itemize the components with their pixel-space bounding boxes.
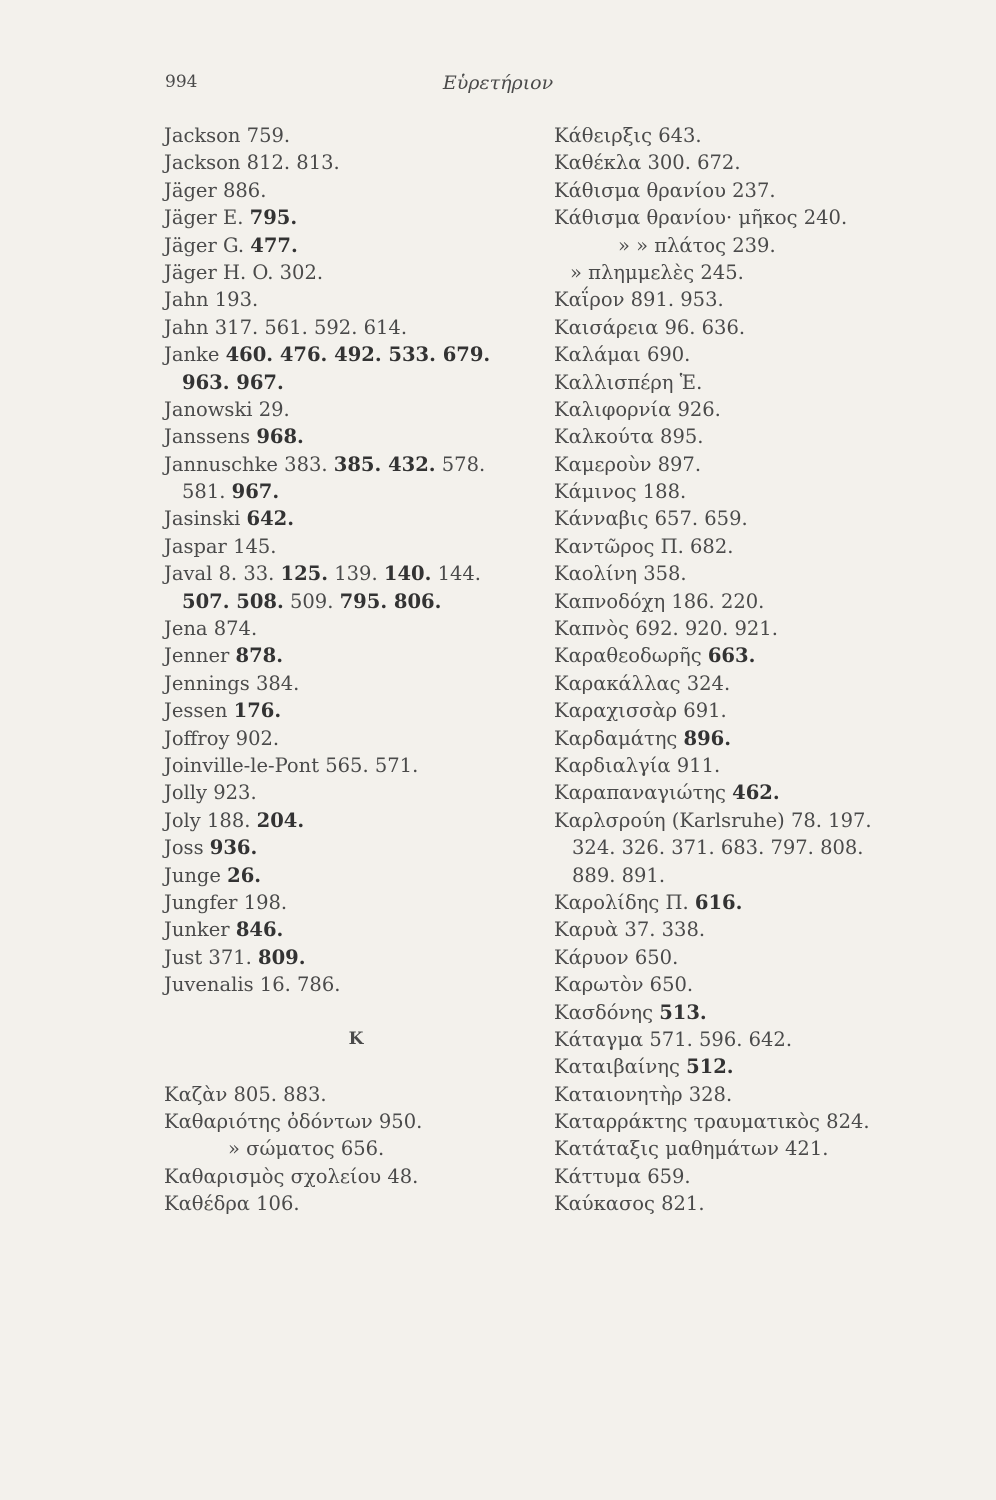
entry-text: Jahn 193. bbox=[164, 288, 259, 312]
entry-text: Κάρυον 650. bbox=[554, 945, 679, 969]
page-ref-bold: 896. bbox=[683, 726, 732, 750]
entry-text: Καραχισσὰρ 691. bbox=[554, 699, 727, 723]
index-entry bbox=[554, 642, 974, 669]
entry-text: Καύκασος 821. bbox=[554, 1192, 705, 1216]
entry-text: Κάθισμα θρανίου 237. bbox=[554, 178, 776, 202]
index-entry bbox=[554, 807, 974, 834]
page-ref-bold: 477. bbox=[250, 233, 298, 257]
entry-text: Καρολίδης Π. bbox=[554, 890, 695, 914]
entry-text: Καραθεοδωρῆς bbox=[554, 644, 708, 668]
index-entry bbox=[554, 560, 974, 587]
index-entry bbox=[554, 697, 974, 724]
index-entry bbox=[164, 944, 534, 971]
entry-text: 509. bbox=[283, 589, 340, 613]
entry-text: Καρωτὸν 650. bbox=[554, 973, 694, 997]
index-entry bbox=[164, 779, 534, 806]
entry-text: Jackson 759. bbox=[164, 124, 291, 147]
page-ref-bold: 663. bbox=[707, 644, 756, 668]
entry-text: Καΐρον 891. 953. bbox=[554, 288, 724, 312]
entry-text: Jenner bbox=[164, 644, 236, 668]
index-entry bbox=[554, 1108, 974, 1135]
page-ref-bold: 878. bbox=[235, 644, 284, 668]
entry-text: Jungfer 198. bbox=[164, 890, 288, 914]
page-ref-bold: 968. bbox=[256, 425, 304, 449]
entry-text: Jäger E. bbox=[164, 206, 250, 230]
index-entry bbox=[554, 588, 974, 615]
index-entry bbox=[554, 122, 974, 149]
entry-text: » πλημμελὲς 245. bbox=[570, 260, 744, 284]
entry-text: Καθαριότης ὀδόντων 950. bbox=[164, 1110, 423, 1134]
index-entry bbox=[164, 341, 534, 368]
page-ref-bold: 512. bbox=[686, 1055, 734, 1079]
entry-text: Juvenalis 16. 786. bbox=[164, 973, 341, 997]
entry-text: Κασδόνης bbox=[554, 1000, 660, 1024]
page-ref-bold: 795. bbox=[249, 206, 298, 230]
entry-text: Καντῶρος Π. 682. bbox=[554, 534, 734, 558]
entry-text: 581. bbox=[182, 480, 232, 504]
index-entry bbox=[164, 807, 534, 834]
index-entry bbox=[164, 149, 534, 176]
index-entry bbox=[554, 478, 974, 505]
entry-text: Κάταγμα 571. 596. 642. bbox=[554, 1027, 793, 1051]
index-entry bbox=[164, 588, 534, 615]
index-entry bbox=[164, 533, 534, 560]
index-entry bbox=[554, 1081, 974, 1108]
index-entry bbox=[554, 259, 974, 286]
entry-text: Καταιονητὴρ 328. bbox=[554, 1082, 733, 1106]
entry-text: Κάμινος 188. bbox=[554, 480, 687, 504]
page-number: 994 bbox=[165, 72, 198, 92]
index-entry bbox=[554, 451, 974, 478]
entry-text: Καπνὸς 692. 920. 921. bbox=[554, 617, 778, 641]
index-entry bbox=[554, 862, 974, 889]
entry-text: 144. bbox=[431, 562, 481, 586]
index-entry bbox=[164, 314, 534, 341]
index-entry bbox=[554, 834, 974, 861]
index-entry bbox=[164, 752, 534, 779]
entry-text: Καπνοδόχη 186. 220. bbox=[554, 589, 765, 613]
index-entry bbox=[164, 862, 534, 889]
index-entry bbox=[164, 1190, 534, 1217]
page-ref-bold: 176. bbox=[233, 699, 282, 723]
index-entry bbox=[164, 369, 534, 396]
index-entry bbox=[554, 149, 974, 176]
index-entry bbox=[164, 971, 534, 998]
entry-text: Καρδαμάτης bbox=[554, 726, 684, 750]
entry-text: Joly 188. bbox=[164, 808, 257, 832]
page-ref-bold: 642. bbox=[246, 507, 295, 531]
index-column-right bbox=[554, 122, 974, 1218]
entry-text: Joinville-le-Pont 565. 571. bbox=[164, 753, 419, 777]
page-ref-bold: 125. bbox=[280, 562, 329, 586]
index-entry bbox=[554, 944, 974, 971]
page-ref-bold: 385. 432. bbox=[333, 452, 436, 476]
index-entry bbox=[554, 1053, 974, 1080]
index-entry bbox=[554, 286, 974, 313]
index-entry bbox=[164, 1135, 534, 1162]
entry-text: Κάθειρξις 643. bbox=[554, 124, 702, 147]
entry-text: Καρυὰ 37. 338. bbox=[554, 918, 706, 942]
index-entry bbox=[554, 916, 974, 943]
entry-text: Καισάρεια 96. 636. bbox=[554, 315, 746, 339]
index-entry bbox=[554, 232, 974, 259]
entry-text: Καρδιαλγία 911. bbox=[554, 753, 721, 777]
index-entry bbox=[554, 505, 974, 532]
entry-text: Javal 8. 33. bbox=[164, 562, 281, 586]
entry-text: 139. bbox=[328, 562, 384, 586]
index-entry bbox=[164, 204, 534, 231]
entry-text: Jackson 812. 813. bbox=[164, 151, 340, 175]
index-entry bbox=[164, 1081, 534, 1108]
entry-text: Just 371. bbox=[164, 945, 259, 969]
entry-text: Καθαρισμὸς σχολείου 48. bbox=[164, 1164, 419, 1188]
entry-text: Jäger 886. bbox=[164, 178, 267, 202]
index-entry bbox=[554, 1135, 974, 1162]
index-entry bbox=[164, 505, 534, 532]
entry-text: Καρακάλλας 324. bbox=[554, 671, 731, 695]
index-entry bbox=[554, 1190, 974, 1217]
index-entry bbox=[554, 341, 974, 368]
entry-text: Jannuschke 383. bbox=[164, 452, 334, 476]
entry-text: Καθέκλα 300. 672. bbox=[554, 151, 741, 175]
index-entry bbox=[554, 1163, 974, 1190]
entry-text: » σώματος 656. bbox=[228, 1137, 385, 1161]
entry-text: Καολίνη 358. bbox=[554, 562, 687, 586]
entry-text: Καμεροὺν 897. bbox=[554, 452, 702, 476]
index-entry bbox=[164, 478, 534, 505]
page-ref-bold: 460. 476. 492. 533. 679. bbox=[225, 343, 491, 367]
entry-text: Κάττυμα 659. bbox=[554, 1164, 691, 1188]
page-header bbox=[0, 72, 996, 102]
page-ref-bold: 513. bbox=[659, 1000, 707, 1024]
entry-text: Καραπαναγιώτης bbox=[554, 781, 733, 805]
index-entry bbox=[164, 834, 534, 861]
index-entry bbox=[554, 1026, 974, 1053]
index-entry bbox=[164, 1163, 534, 1190]
page-ref-bold: 967. bbox=[231, 480, 280, 504]
entry-text: Jolly 923. bbox=[164, 781, 257, 805]
entry-text: Junge bbox=[164, 863, 228, 887]
page-ref-bold: 809. bbox=[258, 945, 306, 969]
entry-text: Janowski 29. bbox=[164, 397, 290, 421]
page-ref-bold: 26. bbox=[227, 863, 262, 887]
index-entry bbox=[164, 889, 534, 916]
page-ref-bold: 846. bbox=[235, 918, 284, 942]
index-entry bbox=[554, 971, 974, 998]
index-entry bbox=[554, 999, 974, 1026]
entry-text: 578. bbox=[435, 452, 486, 476]
index-entry bbox=[554, 204, 974, 231]
index-entry bbox=[554, 369, 974, 396]
entry-text: 324. 326. 371. 683. 797. 808. bbox=[572, 836, 864, 860]
index-entry bbox=[554, 396, 974, 423]
page-ref-bold: 936. bbox=[209, 836, 258, 860]
entry-text: Καλιφορνία 926. bbox=[554, 397, 721, 421]
running-title: Εὑρετήριον bbox=[442, 72, 554, 94]
index-entry bbox=[554, 423, 974, 450]
entry-text: Κάνναβις 657. 659. bbox=[554, 507, 748, 531]
index-entry bbox=[554, 889, 974, 916]
entry-text: Jennings 384. bbox=[164, 671, 300, 695]
index-entry bbox=[164, 232, 534, 259]
index-entry bbox=[554, 177, 974, 204]
index-entry bbox=[554, 314, 974, 341]
blank-line bbox=[164, 1053, 534, 1080]
entry-text: Janssens bbox=[164, 425, 257, 449]
index-entry bbox=[554, 752, 974, 779]
index-entry bbox=[164, 396, 534, 423]
entry-text: Joffroy 902. bbox=[164, 726, 280, 750]
page-ref-bold: 140. bbox=[383, 562, 432, 586]
index-entry bbox=[164, 725, 534, 752]
entry-text: Καζὰν 805. 883. bbox=[164, 1082, 327, 1106]
entry-text: Janke bbox=[164, 343, 226, 367]
entry-text: Καταρράκτης τραυματικὸς 824. bbox=[554, 1110, 870, 1134]
entry-text: Κάθισμα θρανίου· μῆκος 240. bbox=[554, 206, 848, 230]
entry-text: Καλάμαι 690. bbox=[554, 343, 691, 367]
index-entry bbox=[164, 451, 534, 478]
index-entry bbox=[164, 423, 534, 450]
entry-text: Καθέδρα 106. bbox=[164, 1192, 300, 1216]
entry-text: Joss bbox=[164, 836, 210, 860]
entry-text: Jäger H. O. 302. bbox=[164, 260, 324, 284]
index-entry bbox=[554, 533, 974, 560]
entry-text: 889. 891. bbox=[572, 863, 666, 887]
entry-text: Καταιβαίνης bbox=[554, 1055, 687, 1079]
entry-text: Καρλσρούη (Karlsruhe) 78. 197. bbox=[554, 808, 872, 832]
index-entry bbox=[164, 697, 534, 724]
blank-line bbox=[164, 999, 534, 1026]
index-entry bbox=[554, 615, 974, 642]
entry-text: Jahn 317. 561. 592. 614. bbox=[164, 315, 408, 339]
entry-text: Jessen bbox=[164, 699, 234, 723]
index-entry bbox=[164, 122, 534, 149]
index-entry bbox=[164, 560, 534, 587]
index-entry bbox=[164, 916, 534, 943]
entry-text: Jäger G. bbox=[164, 233, 251, 257]
index-entry bbox=[554, 779, 974, 806]
page-ref-bold: 616. bbox=[694, 890, 743, 914]
index-entry bbox=[164, 670, 534, 697]
page-ref-bold: 963. 967. bbox=[182, 370, 284, 394]
index-entry bbox=[164, 642, 534, 669]
entry-text: Junker bbox=[164, 918, 236, 942]
index-entry bbox=[164, 1108, 534, 1135]
index-entry bbox=[164, 286, 534, 313]
entry-text: Καλλισπέρη Ἑ. bbox=[554, 370, 703, 394]
letter-heading: K bbox=[348, 1028, 364, 1049]
index-entry bbox=[164, 259, 534, 286]
page-ref-bold: 507. 508. bbox=[182, 589, 284, 613]
page-ref-bold: 795. 806. bbox=[339, 589, 442, 613]
index-entry bbox=[164, 177, 534, 204]
index-column-left bbox=[164, 122, 534, 1218]
page-ref-bold: 204. bbox=[256, 808, 305, 832]
entry-text: Jena 874. bbox=[164, 617, 258, 641]
entry-text: Jaspar 145. bbox=[164, 534, 277, 558]
entry-text: Jasinski bbox=[164, 507, 247, 531]
entry-text: » » πλάτος 239. bbox=[618, 233, 776, 257]
index-entry bbox=[554, 670, 974, 697]
index-entry bbox=[164, 615, 534, 642]
page-ref-bold: 462. bbox=[732, 781, 780, 805]
index-entry bbox=[554, 725, 974, 752]
entry-text: Κατάταξις μαθημάτων 421. bbox=[554, 1137, 829, 1161]
entry-text: Καλκούτα 895. bbox=[554, 425, 704, 449]
